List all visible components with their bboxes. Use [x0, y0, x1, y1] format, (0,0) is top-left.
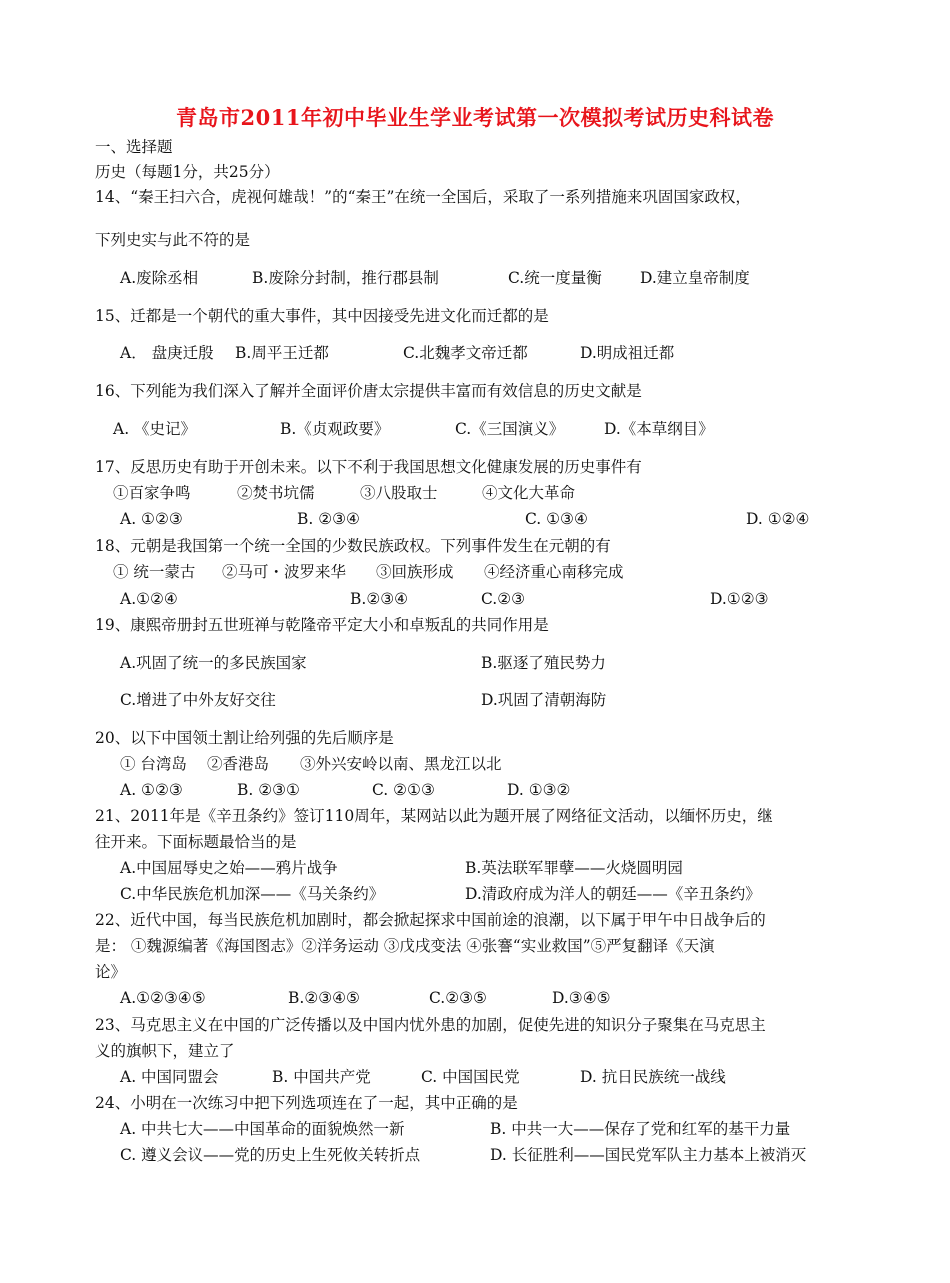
q15-option-a: A． 盘庚迁殷 [120, 344, 214, 362]
q23-option-c: C. 中国国民党 [421, 1068, 520, 1086]
section-title: 一、选择题 [95, 138, 173, 156]
q23-stem-line2: 义的旗帜下，建立了 [95, 1042, 235, 1060]
q19-stem: 19、康熙帝册封五世班禅与乾隆帝平定大小和卓叛乱的共同作用是 [95, 616, 549, 634]
q15-stem: 15、迁都是一个朝代的重大事件，其中因接受先进文化而迁都的是 [95, 307, 549, 325]
q17-item-4: ④文化大革命 [482, 484, 576, 502]
q22-option-c: C.②③⑤ [429, 989, 487, 1007]
q20-item-2: ②香港岛 [207, 755, 270, 773]
q14-option-c: C.统一度量衡 [508, 269, 602, 287]
q17-option-b: B. ②③④ [297, 510, 360, 528]
q17-option-a: A. ①②③ [120, 510, 183, 528]
q15-option-b: B.周平王迁都 [235, 344, 329, 362]
q23-stem-line1: 23、马克思主义在中国的广泛传播以及中国内忧外患的加剧，促使先进的知识分子聚集在马克思主 [95, 1016, 766, 1034]
q21-option-c: C.中华民族危机加深——《马关条约》 [120, 885, 385, 903]
q24-option-d: D. 长征胜利——国民党军队主力基本上被消灭 [490, 1146, 807, 1164]
q23-option-d: D. 抗日民族统一战线 [580, 1068, 726, 1086]
q19-option-b: B.驱逐了殖民势力 [481, 654, 606, 672]
q18-option-d: D.①②③ [710, 590, 769, 608]
q22-option-a: A.①②③④⑤ [120, 989, 206, 1007]
q20-option-b: B. ②③① [237, 781, 300, 799]
q21-option-d: D.清政府成为洋人的朝廷——《辛丑条约》 [465, 885, 761, 903]
q20-item-3: ③外兴安岭以南、黑龙江以北 [300, 755, 502, 773]
q16-option-c: C.《三国演义》 [455, 420, 565, 438]
q22-stem-line3: 论》 [95, 963, 127, 981]
q17-item-3: ③八股取士 [360, 484, 438, 502]
q17-option-c: C. ①③④ [525, 510, 588, 528]
q17-item-2: ②焚书坑儒 [237, 484, 315, 502]
q22-stem-line1: 22、近代中国，每当民族危机加剧时，都会掀起探求中国前途的浪潮，以下属于甲午中日战争后的 [95, 911, 766, 929]
q18-option-a: A.①②④ [120, 590, 178, 608]
q19-option-d: D.巩固了清朝海防 [481, 691, 607, 709]
q23-option-b: B. 中国共产党 [272, 1068, 371, 1086]
q24-stem: 24、小明在一次练习中把下列选项连在了一起，其中正确的是 [95, 1094, 518, 1112]
q18-option-c: C.②③ [481, 590, 526, 608]
q14-stem-line2: 下列史实与此不符的是 [95, 231, 251, 249]
q18-item-3: ③回族形成 [376, 563, 454, 581]
q18-item-2: ②马可・波罗来华 [222, 563, 347, 581]
q14-stem-line1: 14、“秦王扫六合，虎视何雄哉！”的“秦王”在统一全国后，采取了一系列措施来巩固国家政权， [95, 188, 751, 206]
q15-option-d: D.明成祖迁都 [580, 344, 675, 362]
q21-option-b: B.英法联军罪孽——火烧圆明园 [465, 859, 683, 877]
q21-stem-line2: 往开来。下面标题最恰当的是 [95, 833, 297, 851]
q19-option-a: A.巩固了统一的多民族国家 [120, 654, 307, 672]
q18-stem: 18、元朝是我国第一个统一全国的少数民族政权。下列事件发生在元朝的有 [95, 537, 611, 555]
q21-stem-line1: 21、2011年是《辛丑条约》签订110周年，某网站以此为题开展了网络征文活动，以缅怀历史，继 [95, 807, 773, 825]
q20-option-c: C. ②①③ [372, 781, 435, 799]
q20-option-d: D. ①③② [507, 781, 571, 799]
q24-option-c: C. 遵义会议——党的历史上生死攸关转折点 [120, 1146, 421, 1164]
q16-option-d: D.《本草纲目》 [604, 420, 714, 438]
q17-item-1: ①百家争鸣 [113, 484, 191, 502]
q21-option-a: A.中国屈辱史之始——鸦片战争 [120, 859, 338, 877]
q14-option-a: A.废除丞相 [120, 269, 199, 287]
q14-option-b: B.废除分封制，推行郡县制 [252, 269, 439, 287]
q22-option-b: B.②③④⑤ [288, 989, 360, 1007]
q17-option-d: D. ①②④ [746, 510, 810, 528]
q16-stem: 16、下列能为我们深入了解并全面评价唐太宗提供丰富而有效信息的历史文献是 [95, 382, 642, 400]
q22-stem-line2: 是： ①魏源编著《海国图志》②洋务运动 ③戊戌变法 ④张謇“实业救国”⑤严复翻译《天演 [95, 937, 715, 955]
q20-stem: 20、以下中国领土割让给列强的先后顺序是 [95, 729, 394, 747]
q19-option-c: C.增进了中外友好交往 [120, 691, 276, 709]
q16-option-b: B.《贞观政要》 [280, 420, 390, 438]
q17-stem: 17、反思历史有助于开创未来。以下不利于我国思想文化健康发展的历史事件有 [95, 458, 642, 476]
q16-option-a: A. 《史记》 [113, 420, 197, 438]
q18-item-4: ④经济重心南移完成 [484, 563, 624, 581]
q14-option-d: D.建立皇帝制度 [640, 269, 750, 287]
q20-option-a: A. ①②③ [120, 781, 183, 799]
q20-item-1: ① 台湾岛 [120, 755, 187, 773]
q22-option-d: D.③④⑤ [552, 989, 611, 1007]
q18-option-b: B.②③④ [350, 590, 409, 608]
q24-option-b: B. 中共一大——保存了党和红军的基干力量 [490, 1120, 791, 1138]
section-subtitle: 历史（每题1分，共25分） [95, 163, 280, 181]
q18-item-1: ① 统一蒙古 [113, 563, 196, 581]
q15-option-c: C.北魏孝文帝迁都 [403, 344, 528, 362]
q24-option-a: A. 中共七大——中国革命的面貌焕然一新 [120, 1120, 405, 1138]
exam-title: 青岛市2011年初中毕业生学业考试第一次模拟考试历史科试卷 [176, 105, 774, 130]
q23-option-a: A. 中国同盟会 [120, 1068, 219, 1086]
